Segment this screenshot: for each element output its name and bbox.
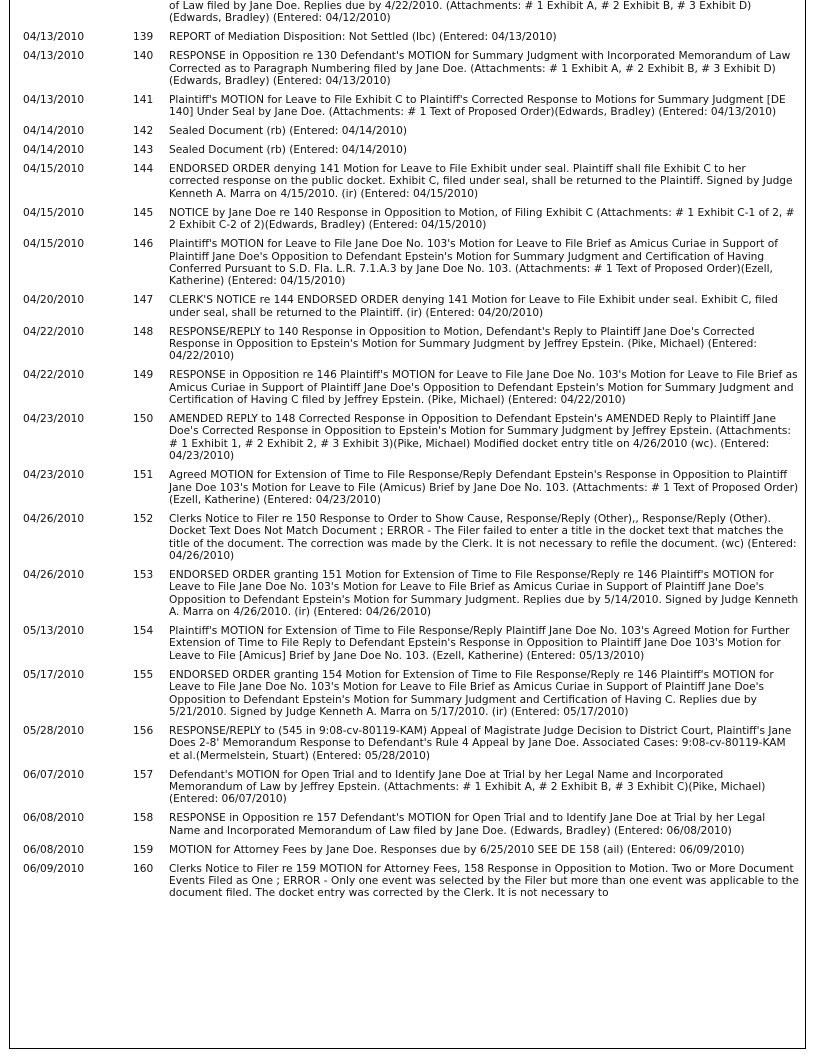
entry-text: REPORT of Mediation Disposition: Not Settled (lbc) (Entered: 04/13/2010) <box>169 31 557 44</box>
entry-date: 04/26/2010 <box>23 512 85 525</box>
entry-number: 149 <box>133 369 154 382</box>
entry-date: 04/14/2010 <box>23 125 85 138</box>
entry-number: 156 <box>133 724 154 737</box>
docket-entry-row <box>10 235 805 291</box>
docket-entry-row <box>10 766 805 810</box>
entry-date: 04/13/2010 <box>23 50 85 63</box>
entry-date: 06/07/2010 <box>23 768 85 781</box>
entry-number: 159 <box>133 843 154 856</box>
docket-entry-row <box>10 841 805 860</box>
entry-text: CLERK'S NOTICE re 144 ENDORSED ORDER denying 141 Motion for Leave to File Exhibit under seal. Exhibit C, filed under seal, shall be returned to the Plaintiff. (ir) (Entered: 04/20/2010) <box>169 294 778 319</box>
docket-entry-row <box>10 141 805 160</box>
docket-entry-row <box>10 91 805 122</box>
docket-entry-row <box>10 410 805 466</box>
entry-date: 04/15/2010 <box>23 163 85 176</box>
entry-text: Plaintiff's MOTION for Leave to File Jane Doe No. 103's Motion for Leave to File Brief as Amicus Curiae in Support of Plaintiff Jane Doe's Opposition to Defendant Epstein's Motion for Summary Judgment and Certification of Having Conferred Pursuant to S.D. Fla. L.R. 7.1.A.3 by Jane Doe No. 103. (Attachments: # 1 Text of Proposed Order)(Ezell, Katherine) (Entered: 04/15/2010) <box>169 238 778 288</box>
docket-entry-row <box>10 666 805 722</box>
entry-text: Agreed MOTION for Extension of Time to File Response/Reply Defendant Epstein's Response in Opposition to Plaintiff Jane Doe 103's Motion for Leave to File (Amicus) Brief by Jane Doe No. 103. (Attachments: # 1 Text of Proposed Order)(Ezell, Katherine) (Entered: 04/23/2010) <box>169 469 799 506</box>
entry-date: 04/26/2010 <box>23 568 85 581</box>
docket-table <box>10 0 805 903</box>
entry-text: MOTION for Attorney Fees by Jane Doe. Responses due by 6/25/2010 SEE DE 158 (ail) (Entered: 06/09/2010) <box>169 843 745 856</box>
docket-entry-row <box>10 28 805 47</box>
entry-number <box>118 0 169 28</box>
entry-date: 04/22/2010 <box>23 325 85 338</box>
entry-number: 139 <box>133 31 154 44</box>
entry-date: 04/15/2010 <box>23 206 85 219</box>
entry-text: Sealed Document (rb) (Entered: 04/14/2010) <box>169 125 407 138</box>
entry-date: 04/13/2010 <box>23 93 85 106</box>
entry-text: Defendant's MOTION for Open Trial and to Identify Jane Doe at Trial by her Legal Name and Incorporated Memorandum of Law by Jeffrey Epstein. (Attachments: # 1 Exhibit A, # 2 Exhibit B, # 3 Exhibit C)(Pike, Michael) (Entered: 06/07/2010) <box>169 768 766 806</box>
entry-date: 05/28/2010 <box>23 724 85 737</box>
entry-text: RESPONSE in Opposition re 130 Defendant's MOTION for Summary Judgment with Incorporated Memorandum of Law Corrected as to Paragraph Numbering filed by Jane Doe. (Attachments: # 1 Exhibit A, # 2 Exhibit B, # 3 Exhibit D)(Edwards, Bradley) (Entered: 04/13/2010) <box>169 50 791 88</box>
entry-number: 155 <box>133 668 154 681</box>
entry-text: Sealed Document (rb) (Entered: 04/14/2010) <box>169 144 407 157</box>
docket-entry-row <box>10 291 805 322</box>
entry-date: 04/14/2010 <box>23 144 85 157</box>
entry-number: 154 <box>133 625 154 638</box>
entry-number: 142 <box>133 125 154 138</box>
entry-number: 147 <box>133 294 154 307</box>
entry-text: RESPONSE/REPLY to (545 in 9:08-cv-80119-KAM) Appeal of Magistrate Judge Decision to District Court, Plaintiff's Jane Does 2-8' Memorandum Response to Defendant's Rule 4 Appeal by Jane Doe. Associated Cases: 9:08-cv-80119-KAM et al.(Mermelstein, Stuart) (Entered: 05/28/2010) <box>169 724 792 762</box>
entry-number: 145 <box>133 206 154 219</box>
docket-entry-row <box>10 622 805 666</box>
entry-number: 160 <box>133 862 154 875</box>
entry-date: 04/15/2010 <box>23 238 85 251</box>
entry-number: 151 <box>133 469 154 482</box>
entry-number: 144 <box>133 163 154 176</box>
entry-date: 04/22/2010 <box>23 369 85 382</box>
docket-entry-row <box>10 566 805 622</box>
entry-date: 05/13/2010 <box>23 625 85 638</box>
docket-entry-row <box>10 323 805 367</box>
entry-number: 158 <box>133 812 154 825</box>
docket-entry-row <box>10 510 805 566</box>
docket-entry-row <box>10 122 805 141</box>
entry-text: RESPONSE in Opposition re 157 Defendant's MOTION for Open Trial and to Identify Jane Doe at Trial by her Legal Name and Incorporated Memorandum of Law filed by Jane Doe. (Edwards, Bradley) (Entered: 06/08/2010) <box>169 812 766 837</box>
docket-entry-row <box>10 160 805 204</box>
entry-text: RESPONSE in Opposition re 146 Plaintiff's MOTION for Leave to File Jane Doe No. 103's Motion for Leave to File Brief as Amicus Curiae in Support of Plaintiff Jane Doe's Opposition to Defendant Epstein's Motion for Summary Judgment and Certification of Having C filed by Jeffrey Epstein. (Pike, Michael) (Entered: 04/22/2010) <box>169 369 798 407</box>
docket-entry-row <box>10 722 805 766</box>
entry-date: 04/23/2010 <box>23 469 85 482</box>
entry-text: RESPONSE/REPLY to 140 Response in Opposition to Motion, Defendant's Reply to Plaintiff Jane Doe's Corrected Response in Opposition to Epstein's Motion for Summary Judgment by Jeffrey Epstein. (Pike, Michael) (Entered: 04/22/2010) <box>169 325 757 363</box>
entry-date: 06/09/2010 <box>23 862 85 875</box>
docket-entry-row <box>10 809 805 840</box>
entry-number: 153 <box>133 568 154 581</box>
entry-text: of Law filed by Jane Doe. Replies due by 4/22/2010. (Attachments: # 1 Exhibit A, # 2 Exhibit B, # 3 Exhibit D)(Edwards, Bradley) (Entered: 04/12/2010) <box>169 0 752 25</box>
entry-text: NOTICE by Jane Doe re 140 Response in Opposition to Motion, of Filing Exhibit C (Attachments: # 1 Exhibit C-1 of 2, # 2 Exhibit C-2 of 2)(Edwards, Bradley) (Entered: 04/15/2010) <box>169 206 795 232</box>
entry-number: 148 <box>133 325 154 338</box>
entry-number: 157 <box>133 768 154 781</box>
entry-text: Plaintiff's MOTION for Leave to File Exhibit C to Plaintiff's Corrected Response to Motions for Summary Judgment [DE 140] Under Seal by Jane Doe. (Attachments: # 1 Text of Proposed Order)(Edwards, Bradley) (Entered: 04/13/2010) <box>169 93 786 119</box>
entry-date: 05/17/2010 <box>23 668 85 681</box>
entry-date: 04/23/2010 <box>23 412 85 425</box>
entry-text: Clerks Notice to Filer re 150 Response to Order to Show Cause, Response/Reply (Other),, Response/Reply (Other). Docket Text Does Not Match Document ; ERROR - The Filer failed to enter a title in the docket text that matches the title of the document. The correction was made by the Clerk. It is not necessary to refile the document. (wc) (Entered: 04/26/2010) <box>169 512 797 563</box>
docket-body <box>10 0 805 903</box>
entry-date: 04/13/2010 <box>23 31 85 44</box>
entry-date: 06/08/2010 <box>23 843 85 856</box>
docket-page <box>9 0 806 1049</box>
entry-number: 141 <box>133 93 154 106</box>
entry-number: 143 <box>133 144 154 157</box>
entry-number: 146 <box>133 238 154 251</box>
docket-entry-row <box>10 0 805 28</box>
entry-text: Clerks Notice to Filer re 159 MOTION for Attorney Fees, 158 Response in Opposition to Motion. Two or More Document Events Filed as One ; ERROR - Only one event was selected by the Filer but more than one event was applicable to the document filed. The docket entry was corrected by the Clerk. It is not necessary to <box>169 862 799 900</box>
entry-number: 140 <box>133 50 154 63</box>
entry-text: ENDORSED ORDER denying 141 Motion for Leave to File Exhibit under seal. Plaintiff shall file Exhibit C to her corrected response on the public docket. Exhibit C, filed under seal, shall be returned to the Plaintiff. Signed by Judge Kenneth A. Marra on 4/15/2010. (ir) (Entered: 04/15/2010) <box>169 163 793 200</box>
docket-entry-row <box>10 466 805 510</box>
entry-text: Plaintiff's MOTION for Extension of Time to File Response/Reply Plaintiff Jane Doe No. 103's Agreed Motion for Further Extension of Time to File Reply to Defendant Epstein's Response in Opposition to Plaintiff Jane Doe 103's Motion for Leave to File [Amicus] Brief by Jane Doe No. 103. (Ezell, Katherine) (Entered: 05/13/2010) <box>169 625 790 662</box>
entry-text: ENDORSED ORDER granting 151 Motion for Extension of Time to File Response/Reply re 146 Plaintiff's MOTION for Leave to File Jane Doe No. 103's Motion for Leave to File Brief as Amicus Curiae in Support of Plaintiff Jane Doe's Opposition to Defendant Epstein's Motion for Summary Judgment. Replies due by 5/14/2010. Signed by Judge Kenneth A. Marra on 4/26/2010. (ir) (Entered: 04/26/2010) <box>169 568 799 619</box>
docket-entry-row <box>10 860 805 904</box>
entry-date: 06/08/2010 <box>23 812 85 825</box>
entry-text: AMENDED REPLY to 148 Corrected Response in Opposition to Defendant Epstein's AMENDED Reply to Plaintiff Jane Doe's Corrected Response in Opposition to Epstein's Motion for Summary Judgment by Jeffrey Epstein. (Attachments: # 1 Exhibit 1, # 2 Exhibit 2, # 3 Exhibit 3)(Pike, Michael) Modified docket entry title on 4/26/2010 (wc). (Entered: 04/23/2010) <box>169 412 792 463</box>
docket-entry-row <box>10 47 805 91</box>
docket-entry-row <box>10 366 805 410</box>
entry-text: ENDORSED ORDER granting 154 Motion for Extension of Time to File Response/Reply re 146 Plaintiff's MOTION for Leave to File Jane Doe No. 103's Motion for Leave to File Brief as Amicus Curiae in Support of Plaintiff Jane Doe's Opposition to Defendant Epstein's Motion for Summary Judgment and Certification of Having C. Replies due by 5/21/2010. Signed by Judge Kenneth A. Marra on 5/17/2010. (ir) (Entered: 05/17/2010) <box>169 668 774 718</box>
entry-number: 152 <box>133 512 154 525</box>
entry-date <box>10 0 118 28</box>
entry-date: 04/20/2010 <box>23 294 85 307</box>
entry-number: 150 <box>133 412 154 425</box>
docket-entry-row <box>10 204 805 235</box>
